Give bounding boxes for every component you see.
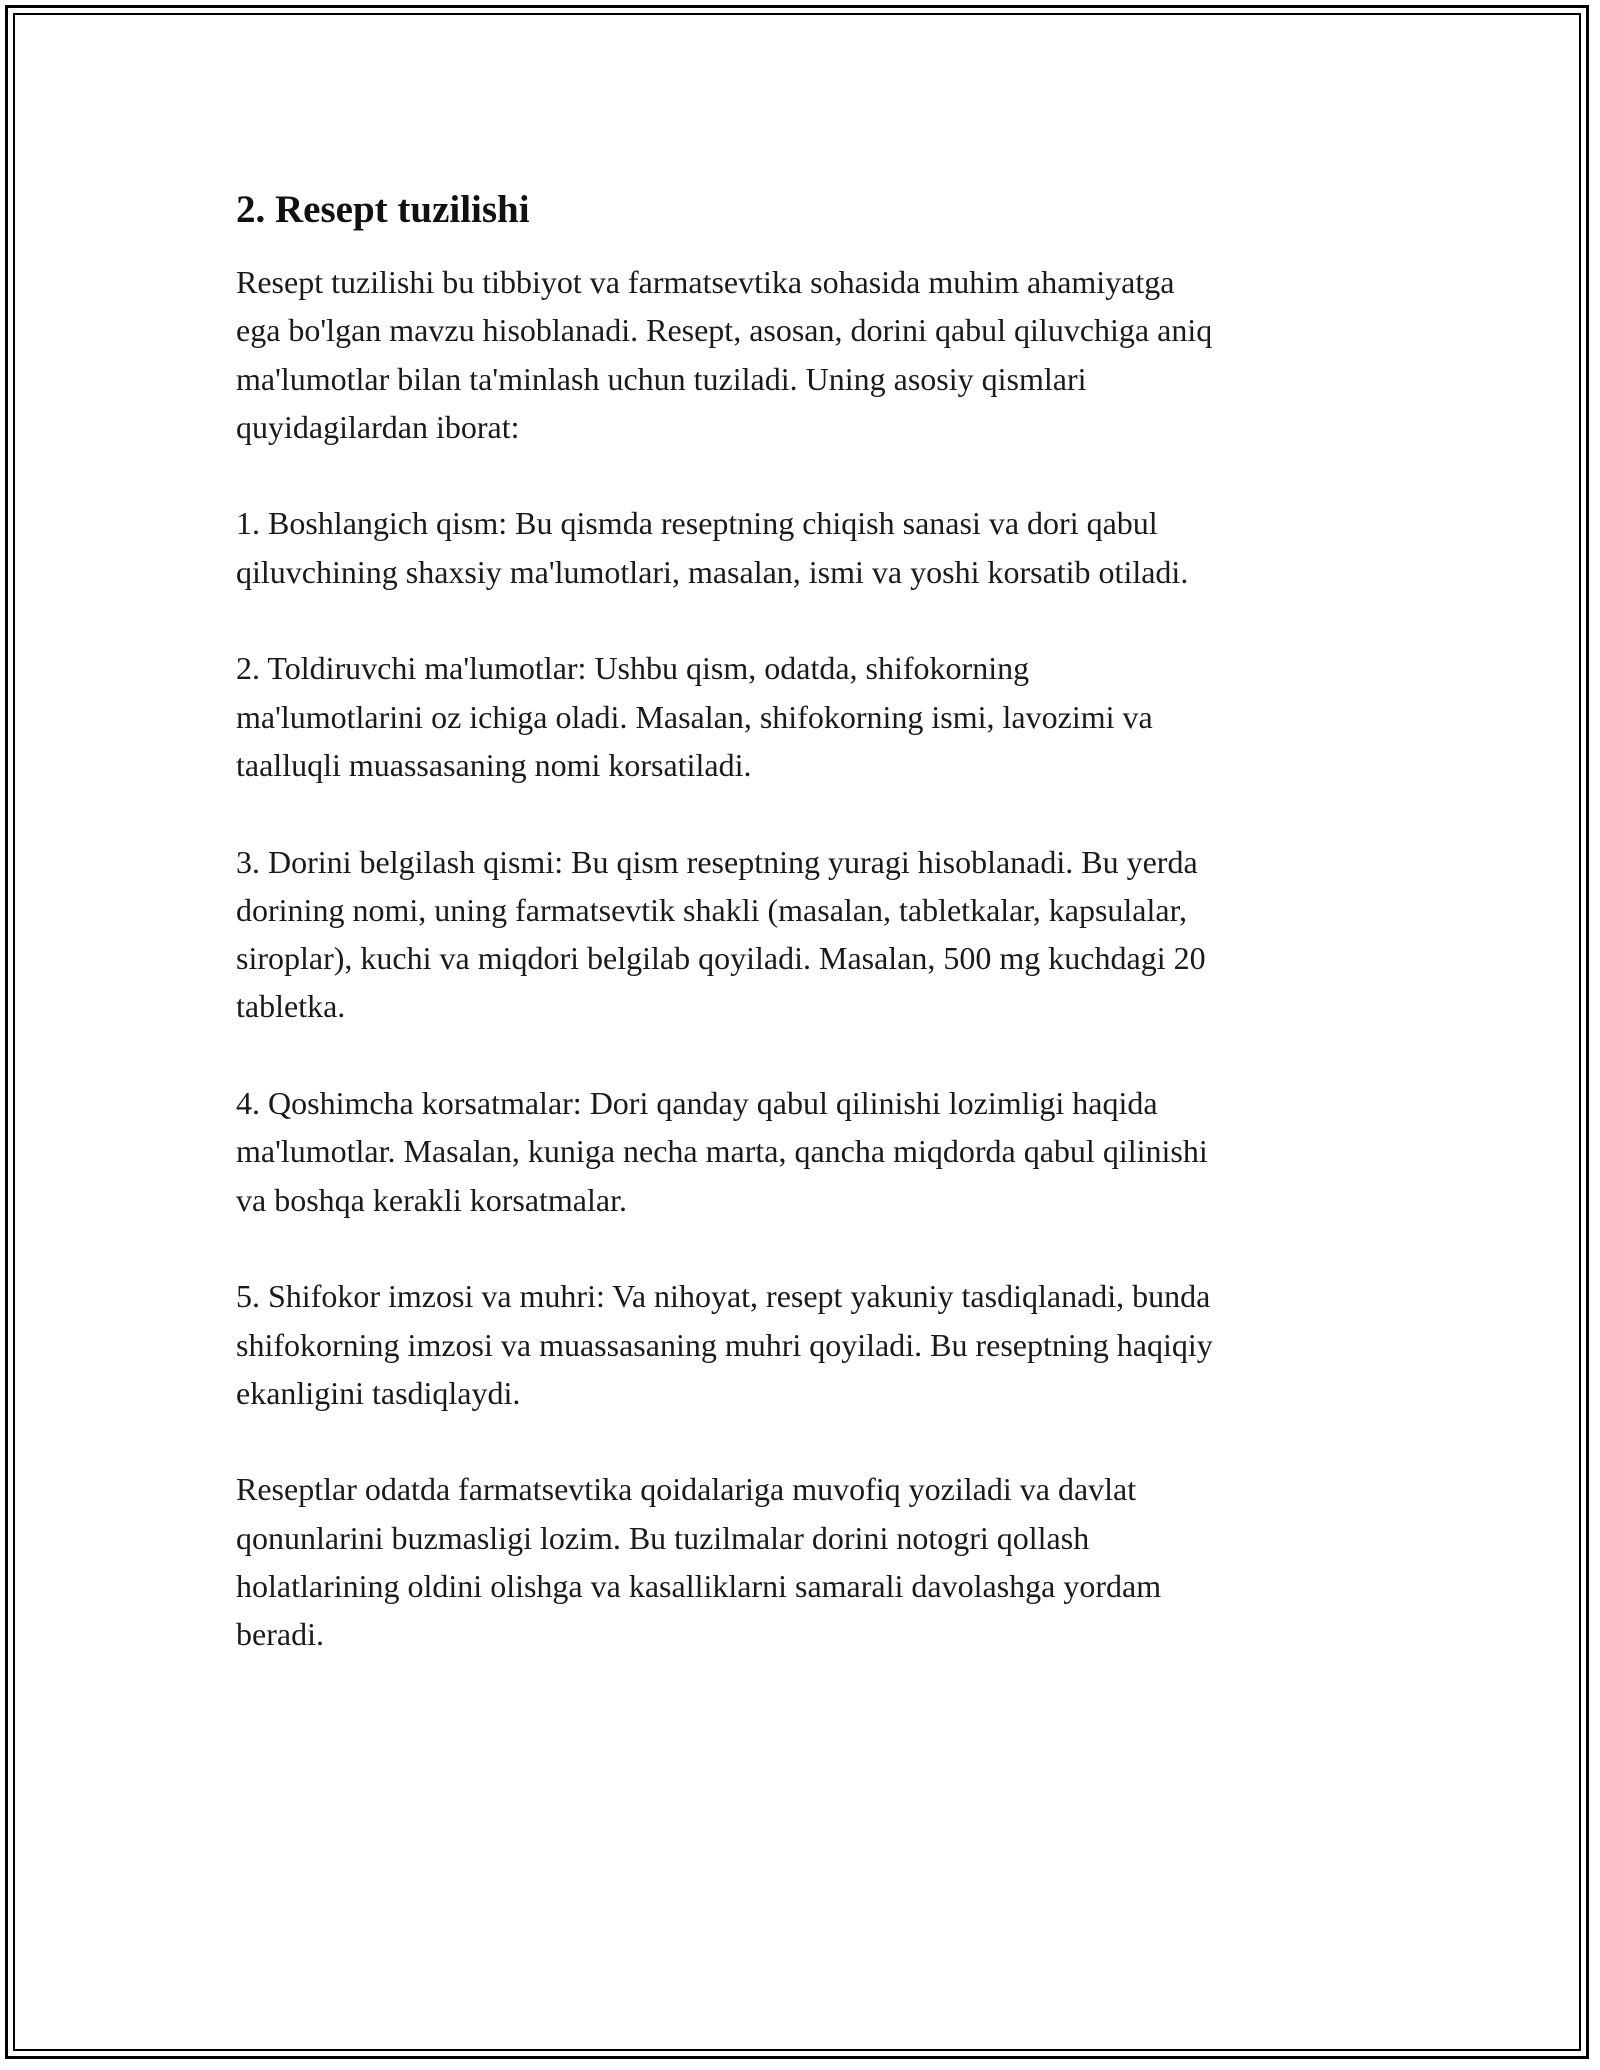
item-5-paragraph: 5. Shifokor imzosi va muhri: Va nihoyat, resept yakuniy tasdiqlanadi, bunda shifokorning imzosi va muassasaning muhri qoyiladi. Bu reseptning haqiqiy ekanligini tasdiqlaydi. bbox=[236, 1278, 1213, 1411]
section-title: 2. Resept tuzilishi bbox=[236, 188, 530, 231]
item-2-paragraph: 2. Toldiruvchi ma'lumotlar: Ushbu qism, odatda, shifokorning ma'lumotlarini oz ichiga oladi. Masalan, shifokorning ismi, lavozimi va taalluqli muassasaning nomi korsatiladi. bbox=[236, 650, 1153, 783]
item-1-paragraph: 1. Boshlangich qism: Bu qismda reseptning chiqish sanasi va dori qabul qiluvchining shaxsiy ma'lumotlari, masalan, ismi va yoshi korsatib otiladi. bbox=[236, 505, 1189, 590]
item-4-paragraph: 4. Qoshimcha korsatmalar: Dori qanday qabul qilinishi lozimligi haqida ma'lumotlar. Masalan, kuniga necha marta, qancha miqdorda qabul qilinishi va boshqa kerakli korsatmalar. bbox=[236, 1085, 1208, 1218]
intro-paragraph: Resept tuzilishi bu tibbiyot va farmatsevtika sohasida muhim ahamiyatga ega bo'lgan mavzu hisoblanadi. Resept, asosan, dorini qabul qiluvchiga aniq ma'lumotlar bilan ta'minlash uchun tuziladi. Uning asosiy qismlari quyidagilardan iborat: bbox=[236, 264, 1213, 445]
document-body bbox=[236, 186, 1366, 1707]
conclusion-paragraph: Reseptlar odatda farmatsevtika qoidalariga muvofiq yoziladi va davlat qonunlarini buzmasligi lozim. Bu tuzilmalar dorini notogri qollash holatlarining oldini olishga va kasalliklarni samarali davolashga yordam beradi. bbox=[236, 1471, 1162, 1653]
item-3-paragraph: 3. Dorini belgilash qismi: Bu qism reseptning yuragi hisoblanadi. Bu yerda dorining nomi, uning farmatsevtik shakli (masalan, tabletkalar, kapsulalar, siroplar), kuchi va miqdori belgilab qoyiladi. Masalan, 500 mg kuchdagi 20 tabletka. bbox=[236, 843, 1206, 1025]
